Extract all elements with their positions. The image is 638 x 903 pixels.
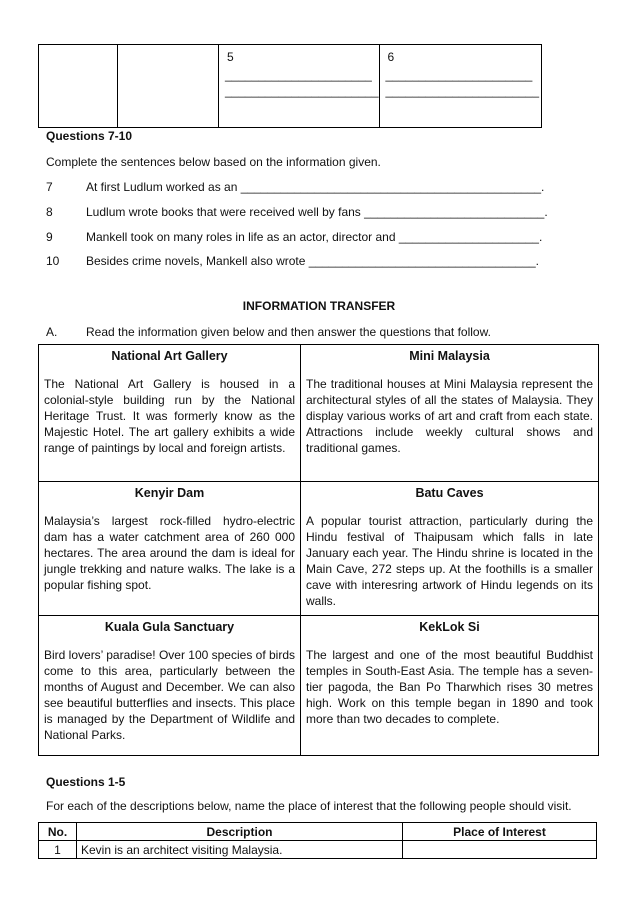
place-description: Malaysia’s largest rock-filled hydro-electric dam has a water catchment area of 260 000 hectares. The area around the dam is ideal for jungle trekking and nature walks. The lake is a popular fishing spot.: [44, 514, 295, 592]
place-description: The National Art Gallery is housed in a colonial-style building run by the National Heritage Trust. It was formerly know as the Majestic Hotel. The art gallery exhibits a wide range of paintings by local and foreign artists.: [44, 377, 295, 455]
question-number: 9: [46, 230, 53, 244]
place-card: [301, 482, 599, 616]
place-card: [39, 616, 301, 756]
cell-number: 6: [387, 50, 395, 64]
row-number: 1: [39, 841, 77, 859]
answer-blank[interactable]: ______________________: [225, 68, 372, 82]
place-title: Kuala Gula Sanctuary: [104, 620, 235, 634]
instruction-text: Complete the sentences below based on the information given.: [46, 155, 381, 169]
answer-blank[interactable]: _______________________: [385, 84, 539, 98]
question-text[interactable]: Besides crime novels, Mankell also wrote __________________________________.: [86, 254, 539, 268]
place-title: KekLok Si: [419, 620, 480, 634]
place-card: [301, 345, 599, 482]
place-description: The traditional houses at Mini Malaysia represent the architectural styles of all the states of Malaysia. They display various works of art and craft from each state. Attractions include weekly cultural shows and traditional games.: [306, 377, 593, 455]
place-description: A popular tourist attraction, particularly during the Hindu festival of Thaipusam which falls in late January each year. The Hindu shrine is located in the Main Cave, 272 steps up. At the foothills is a smaller cave with interesring artwork of Hindu legends on its walls.: [306, 514, 593, 608]
instruction-text: Read the information given below and then answer the questions that follow.: [86, 325, 491, 339]
section-heading: INFORMATION TRANSFER: [242, 299, 396, 313]
place-description: Bird lovers’ paradise! Over 100 species of birds come to this area, particularly between the months of August and December. We can also see beautiful butterflies and insects. This place is managed by the Department of Wildlife and National Parks.: [44, 648, 296, 742]
row-description: Kevin is an architect visiting Malaysia.: [77, 841, 403, 859]
place-title: Mini Malaysia: [409, 349, 490, 363]
column-header-place: Place of Interest: [403, 823, 597, 841]
answer-cell-6: [379, 45, 542, 128]
column-header-no: No.: [39, 823, 77, 841]
question-number: 7: [46, 180, 53, 194]
part-label: A.: [46, 325, 58, 339]
answer-cell-5: [219, 45, 380, 128]
question-text[interactable]: Ludlum wrote books that were received well by fans ___________________________.: [86, 205, 548, 219]
section-heading: Questions 7-10: [46, 129, 133, 143]
answer-field[interactable]: [403, 841, 597, 859]
place-card: [301, 616, 599, 756]
cell-number: 5: [227, 50, 234, 64]
answer-blank[interactable]: ______________________: [385, 68, 533, 82]
place-title: Batu Caves: [415, 486, 484, 500]
question-number: 10: [46, 254, 60, 268]
question-text[interactable]: At first Ludlum worked as an _____________________________________________.: [86, 180, 545, 194]
column-header-description: Description: [77, 823, 403, 841]
question-number: 8: [46, 205, 53, 219]
place-title: Kenyir Dam: [134, 486, 205, 500]
instruction-text: For each of the descriptions below, name the place of interest that the following people should visit.: [46, 799, 572, 813]
place-card: [39, 482, 301, 616]
place-description: The largest and one of the most beautiful Buddhist temples in South-East Asia. The temple has a seven-tier pagoda, the Ban Po Tharwhich rises 30 metres high. Work on this temple began in 1890 and took more than two decades to complete.: [306, 648, 593, 726]
place-card: [39, 345, 301, 482]
empty-cell: [118, 45, 219, 128]
empty-cell: [39, 45, 118, 128]
place-title: National Art Gallery: [111, 349, 228, 363]
answer-table-top: [38, 44, 542, 128]
questions-table: [38, 822, 597, 859]
question-text[interactable]: Mankell took on many roles in life as an actor, director and _____________________.: [86, 230, 543, 244]
table-row: [39, 841, 597, 859]
places-info-table: [38, 344, 599, 756]
answer-blank[interactable]: _______________________: [225, 84, 379, 98]
section-heading: Questions 1-5: [46, 775, 126, 789]
